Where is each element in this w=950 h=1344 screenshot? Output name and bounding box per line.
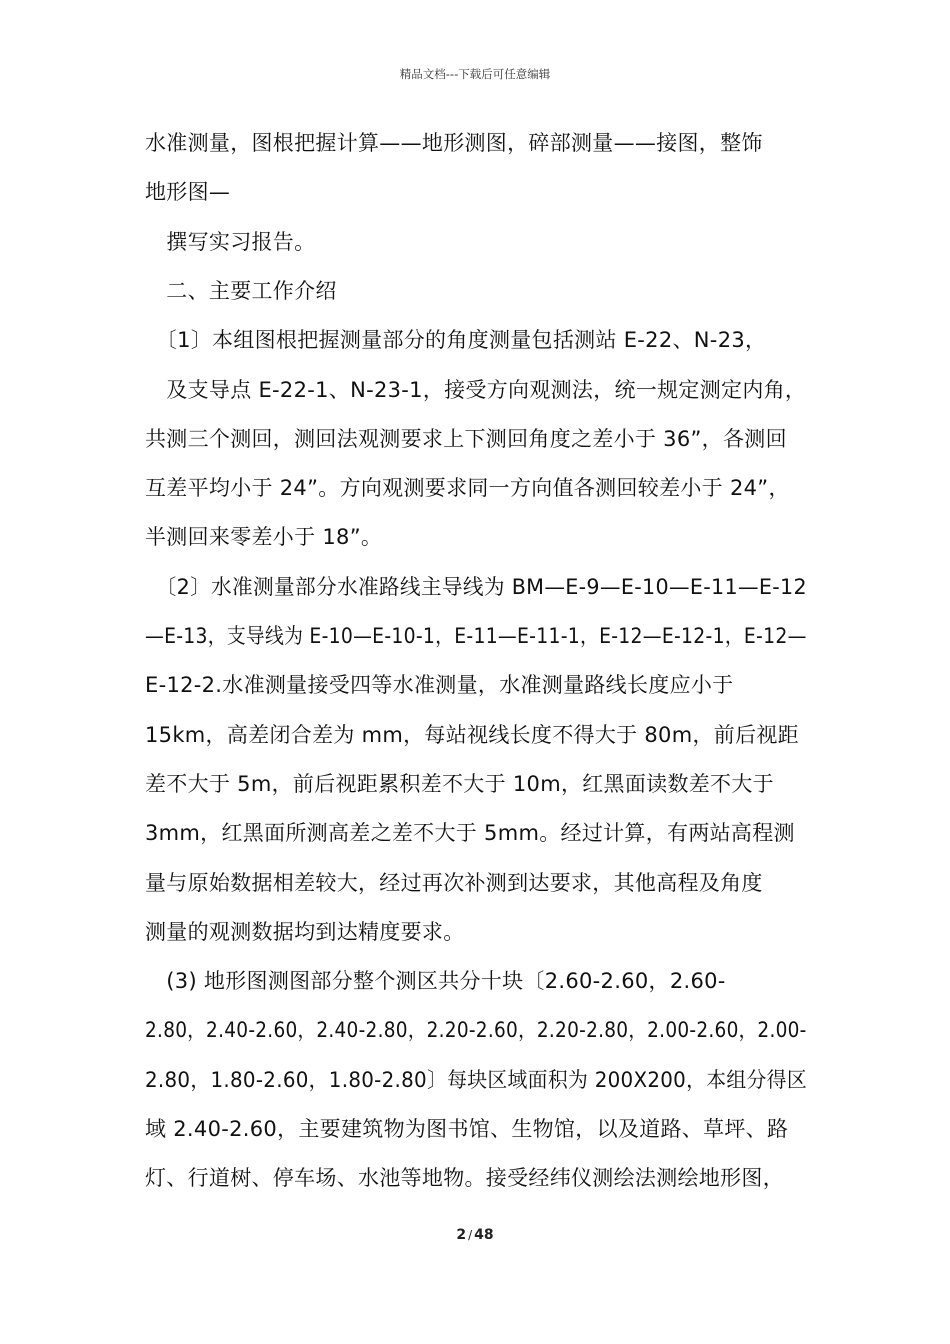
text-line: 域 2.40-2.60，主要建筑物为图书馆、生物馆，以及道路、草坪、路 — [145, 1117, 789, 1141]
text-line: 2.80，2.40-2.60，2.40-2.80，2.20-2.60，2.20-2.80，2.00-2.60，2.00- — [145, 1018, 807, 1043]
text-line: 地形图— — [145, 180, 231, 205]
text-line: 〔2〕水准测量部分水准路线主导线为 BM—E-9—E-10—E-11—E-12 — [145, 574, 807, 599]
total-pages: 48 — [474, 1227, 494, 1243]
page-number — [0, 1227, 950, 1243]
text-line: 二、主要工作介绍 — [145, 278, 337, 303]
text-line: 量与原始数据相差较大，经过再次补测到达要求，其他高程及角度 — [145, 870, 763, 895]
text-line: 〔1〕本组图根把握测量部分的角度测量包括测站 E-22、N-23， — [145, 328, 767, 353]
page-separator: / — [468, 1228, 473, 1242]
text-line: 共测三个测回，测回法观测要求上下测回角度之差小于 36”，各测回 — [145, 426, 787, 451]
text-line: (3) 地形图测图部分整个测区共分十块〔2.60-2.60，2.60- — [145, 969, 726, 994]
text-line: 水准测量，图根把握计算——地形测图，碎部测量——接图，整饰 — [145, 131, 763, 155]
page-header: 精品文档---下载后可任意编辑 — [399, 67, 551, 81]
text-line: 15km，高差闭合差为 mm，每站视线长度不得大于 80m，前后视距 — [145, 722, 799, 747]
text-line: 3mm，红黑面所测高差之差不大于 5mm。经过计算，有两站高程测 — [145, 821, 795, 846]
text-line: 互差平均小于 24”。方向观测要求同一方向值各测回较差小于 24”， — [145, 476, 790, 501]
text-line: 半测回来零差小于 18”。 — [145, 525, 383, 550]
text-line: 灯、行道树、停车场、水池等地物。接受经纬仪测绘法测绘地形图， — [145, 1166, 784, 1191]
text-line: 及支导点 E-22-1、N-23-1，接受方向观测法，统一规定测定内角， — [145, 377, 807, 402]
current-page: 2 — [456, 1227, 467, 1243]
text-line: 测量的观测数据均到达精度要求。 — [145, 919, 465, 944]
text-line: 2.80，1.80-2.60，1.80-2.80〕每块区域面积为 200X200，本组分得区 — [145, 1067, 807, 1092]
text-line: E-12-2.水准测量接受四等水准测量，水准测量路线长度应小于 — [145, 673, 734, 698]
text-line: —E-13，支导线为 E-10—E-10-1，E-11—E-11-1，E-12—E-12-1，E-12— — [145, 624, 807, 648]
text-line: 差不大于 5m，前后视距累积差不大于 10m，红黑面读数差不大于 — [145, 771, 774, 796]
text-line: 撰写实习报告。 — [145, 229, 316, 254]
